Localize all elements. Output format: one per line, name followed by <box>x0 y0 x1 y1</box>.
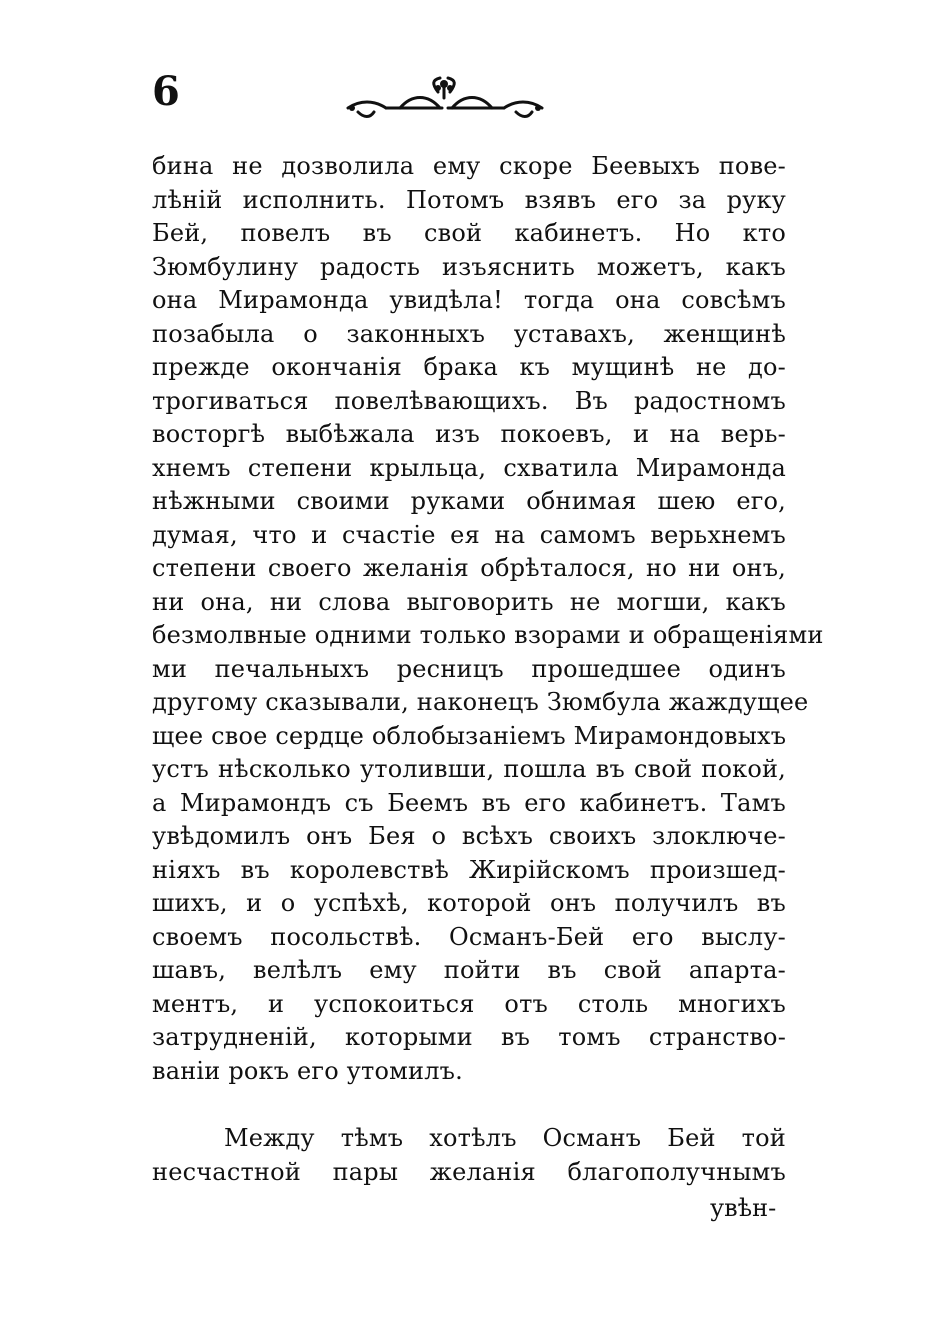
text-line: прежде окончанія брака къ мущинѣ не до- <box>152 353 786 381</box>
text-line: трогиваться повелѣвающихъ. Въ радостномъ <box>152 386 786 415</box>
text-line: ніяхъ въ королевствѣ Жирійскомъ произшед- <box>152 855 786 884</box>
text-line: думая, что и счастіе ея на самомъ верьхнемъ <box>152 520 786 549</box>
text-line: ментъ, и успокоиться отъ столь многихъ <box>152 989 786 1018</box>
text-line: хнемъ степени крыльца, схватила Мирамонда <box>152 453 786 482</box>
catchword: увѣн- <box>710 1194 777 1222</box>
text-line: лѣній исполнить. Потомъ взявъ его за руку <box>152 185 786 214</box>
text-line: безмолвные одними только взорами и обращеніями <box>152 621 824 649</box>
floral-ornament-icon <box>340 74 550 128</box>
text-line: устъ нѣсколько утоливши, пошла въ свой покой, <box>152 755 786 783</box>
text-line: Между тѣмъ хотѣлъ Османъ Бей той <box>224 1124 786 1152</box>
text-line: Зюмбулину радость изъяснить можетъ, какъ <box>152 252 786 281</box>
text-line: степени своего желанія обрѣталося, но ни онъ, <box>152 554 786 582</box>
text-line: шихъ, и о успѣхѣ, которой онъ получилъ въ <box>152 889 786 917</box>
text-line: щее свое сердце облобызаніемъ Мирамондовыхъ <box>152 721 787 750</box>
text-line: своемъ посольствѣ. Османъ-Бей его выслу- <box>152 922 786 951</box>
text-line: она Мирамонда увидѣла! тогда она совсѣмъ <box>152 286 786 314</box>
text-line: бина не дозволила ему скоре Беевыхъ пове- <box>152 152 786 180</box>
text-line: позабыла о законныхъ уставахъ, женщинѣ <box>152 319 786 348</box>
text-line: а Мирамондъ съ Беемъ въ его кабинетъ. Тамъ <box>152 788 786 817</box>
text-line: ми печальныхъ ресницъ прошедшее одинъ <box>152 654 786 683</box>
text-line: нѣжными своими руками обнимая шею его, <box>152 487 786 515</box>
text-line: шавъ, велѣлъ ему пойти въ свой апарта- <box>152 956 786 984</box>
text-line: увѣдомилъ онъ Бея о всѣхъ своихъ злоключе- <box>152 822 786 850</box>
text-line: другому сказывали, наконецъ Зюмбула жаждущее <box>152 688 809 716</box>
paragraph-2 <box>152 1122 786 1189</box>
text-line: ваніи рокъ его утомилъ. <box>152 1056 463 1085</box>
paragraph-1 <box>152 150 824 1088</box>
text-line: Бей, повелъ въ свой кабинетъ. Но кто <box>152 219 786 247</box>
text-line: ни она, ни слова выговорить не могши, какъ <box>152 587 786 616</box>
page-number: 6 <box>152 68 180 115</box>
text-line: несчастной пары желанія благополучнымъ <box>152 1157 786 1186</box>
text-line: затрудненій, которыми въ томъ странство- <box>152 1023 786 1051</box>
text-line: восторгѣ выбѣжала изъ покоевъ, и на верь- <box>152 420 786 448</box>
